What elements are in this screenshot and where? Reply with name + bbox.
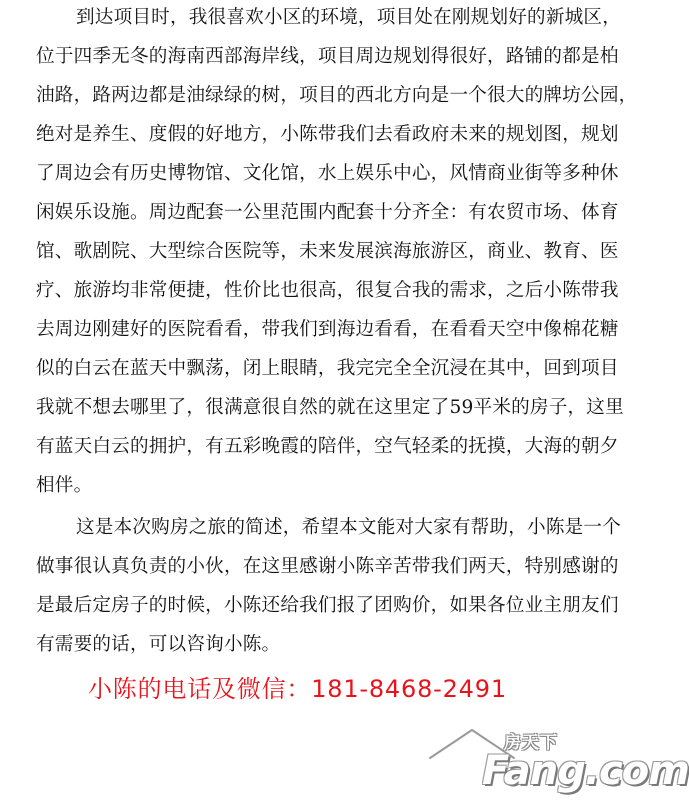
paragraph-line: 相伴。 bbox=[36, 475, 93, 496]
paragraph-line: 我就不想去哪里了，很满意很自然的就在这里定了59平米的房子，这里 bbox=[36, 397, 624, 418]
fang-watermark bbox=[424, 722, 689, 794]
paragraph-line: 似的白云在蓝天中飘荡，闭上眼睛，我完完全全沉浸在其中，回到项目 bbox=[36, 358, 619, 379]
paragraph-line: 有需要的话，可以咨询小陈。 bbox=[36, 634, 281, 655]
paragraph-line: 闲娱乐设施。周边配套一公里范围内配套十分齐全：有农贸市场、体育 bbox=[36, 202, 619, 223]
paragraph-line: 油路，路两边都是油绿绿的树，项目的西北方向是一个很大的牌坊公园， bbox=[36, 85, 638, 106]
paragraph-line: 到达项目时，我很喜欢小区的环境，项目处在刚规划好的新城区， bbox=[76, 7, 622, 28]
contact-phone-wechat: 小陈的电话及微信：181-8468-2491 bbox=[88, 675, 507, 703]
watermark-en: Fang.com bbox=[482, 748, 689, 794]
paragraph-line: 有蓝天白云的拥护，有五彩晚霞的陪伴，空气轻柔的抚摸，大海的朝夕 bbox=[36, 436, 619, 457]
paragraph-line: 绝对是养生、度假的好地方，小陈带我们去看政府未来的规划图，规划 bbox=[36, 124, 619, 145]
paragraph-line: 馆、歌剧院、大型综合医院等，未来发展滨海旅游区，商业、教育、医 bbox=[36, 241, 619, 262]
paragraph-line: 去周边刚建好的医院看看，带我们到海边看看，在看看天空中像棉花糖 bbox=[36, 319, 619, 340]
paragraph-line: 了周边会有历史博物馆、文化馆，水上娱乐中心，风情商业街等多种休 bbox=[36, 163, 619, 184]
paragraph-line: 疗、旅游均非常便捷，性价比也很高，很复合我的需求，之后小陈带我 bbox=[36, 280, 619, 301]
paragraph-line: 位于四季无冬的海南西部海岸线，项目周边规划得很好，路铺的都是柏 bbox=[36, 46, 619, 67]
paragraph-line: 这是本次购房之旅的简述，希望本文能对大家有帮助，小陈是一个 bbox=[76, 517, 622, 538]
watermark-cn: 房天下 bbox=[504, 733, 558, 753]
paragraph-line: 做事很认真负责的小伙，在这里感谢小陈辛苦带我们两天，特别感谢的 bbox=[36, 556, 619, 577]
paragraph-line: 是最后定房子的时候，小陈还给我们报了团购价，如果各位业主朋友们 bbox=[36, 595, 619, 616]
